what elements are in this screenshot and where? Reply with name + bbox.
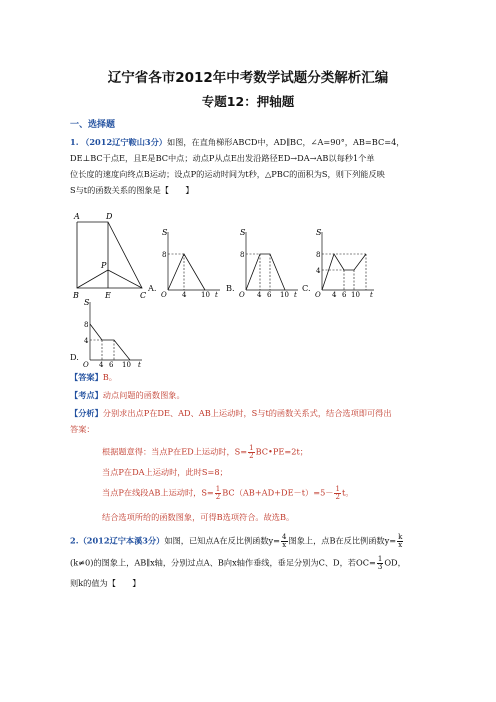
origin-label: O	[83, 361, 89, 368]
fraction-half	[248, 445, 254, 460]
frac-den: x	[282, 541, 287, 549]
frac-den: 2	[249, 452, 254, 460]
axis-t-label: t	[370, 291, 373, 298]
analysis-label: 【分析】	[70, 408, 103, 418]
axis-t-label: t	[215, 291, 218, 298]
fraction-1-over-3	[377, 556, 383, 571]
q1-line-4: S与t的函数关系的图象是【 】	[70, 185, 194, 195]
tick-6: 6	[342, 291, 347, 298]
frac-den: 3	[377, 563, 383, 571]
q2-text-a: 如图，已知点A在反比例函数y=	[164, 535, 281, 546]
graph-option-c	[314, 226, 376, 298]
segment-CP	[108, 270, 142, 288]
option-b-label: B.	[226, 283, 235, 293]
tick-8: 8	[316, 251, 321, 259]
q1-text-1: 如图，在直角梯形ABCD中，AD∥BC，∠A=90°，AB=BC=4，	[166, 137, 405, 147]
frac-den: x	[398, 541, 403, 549]
tick-10: 10	[201, 291, 210, 298]
tick-8: 8	[240, 251, 245, 259]
fraction-half	[215, 486, 221, 501]
graph-option-a	[160, 226, 222, 298]
axis-s-label: S	[316, 228, 322, 237]
section-heading: 一、选择题	[70, 120, 116, 130]
frac-num: 1	[215, 485, 221, 493]
q2-number: 2.	[70, 535, 79, 546]
option-d-label: D.	[70, 352, 79, 362]
axis-s-label: S	[84, 298, 90, 307]
tick-6: 6	[267, 291, 272, 298]
solution-step-3	[102, 486, 353, 501]
q2-line-2	[70, 556, 406, 571]
graph-option-b	[238, 226, 300, 298]
q1-source: （2012辽宁鞍山3分）	[81, 137, 167, 147]
topic-line	[70, 390, 185, 401]
tick-10: 10	[280, 291, 289, 298]
tick-10: 10	[351, 291, 360, 298]
label-D: D	[106, 212, 113, 221]
trapezoid-outline	[77, 222, 142, 288]
trapezoid-figure	[70, 210, 152, 300]
graph-line	[246, 254, 285, 290]
label-C: C	[140, 291, 147, 300]
frac-num: 1	[377, 555, 383, 563]
step1-pre: 根据题意得：当点P在ED上运动时，S=	[102, 446, 248, 457]
answer-value: B。	[102, 372, 117, 382]
step3-pre: 当点P在线段AB上运动时，S=	[102, 487, 214, 498]
page-title: 辽宁省各市2012年中考数学试题分类解析汇编	[107, 70, 389, 86]
q2-text-2b: OD，	[384, 557, 406, 568]
option-c-label: C.	[302, 283, 311, 293]
q1-line-1	[70, 137, 404, 148]
label-B: B	[73, 291, 79, 300]
label-P: P	[101, 261, 107, 270]
step3-mid: BC（AB+AD+DE－t）=5－	[222, 487, 334, 498]
page-subtitle: 专题12：押轴题	[201, 94, 295, 109]
fraction-half	[334, 486, 340, 501]
analysis-line-1	[70, 408, 392, 419]
frac-den: 2	[215, 493, 221, 501]
answer-label: 【答案】	[70, 372, 103, 382]
q1-line-2: DE⊥BC于点E，且E是BC中点；动点P从点E出发沿路径ED→DA→AB以每秒1个单	[70, 153, 375, 163]
origin-label: O	[315, 291, 321, 298]
label-A: A	[74, 212, 80, 221]
tick-4: 4	[99, 361, 104, 368]
segment-BP	[77, 270, 108, 288]
solution-step-2: 当点P在DA上运动时，此时S=8；	[102, 467, 228, 477]
fraction-k-over-x	[397, 534, 403, 549]
axis-s-label: S	[162, 228, 168, 237]
origin-label: O	[161, 291, 167, 298]
frac-num: 1	[335, 485, 340, 493]
frac-num: 1	[249, 444, 254, 452]
tick-10: 10	[122, 361, 131, 368]
analysis-text-1: 分别求出点P在DE、AD、AB上运动时，S与t的函数关系式，结合选项即可得出	[102, 408, 392, 418]
fraction-4-over-x	[281, 534, 287, 549]
origin-label: O	[239, 291, 245, 298]
solution-step-4: 结合选项所给的函数图象，可得B选项符合。故选B。	[102, 512, 295, 522]
analysis-line-2: 答案：	[70, 424, 95, 434]
axis-t-label: t	[138, 361, 141, 368]
q1-number: 1.	[70, 137, 79, 147]
q2-line-3: 则k的值为【 】	[70, 578, 141, 588]
tick-4: 4	[332, 291, 337, 298]
graph-line	[168, 254, 205, 290]
frac-num: k	[398, 533, 403, 541]
q2-text-2a: (k≠0)的图象上，AB∥x轴，分别过点A、B向x轴作垂线，垂足分别为C、D，若OC=	[70, 557, 376, 568]
q2-text-b: 图象上，点B在反比例函数y=	[288, 535, 397, 546]
q2-line-1	[70, 534, 404, 549]
step3-post: t。	[341, 487, 354, 498]
solution-step-1	[102, 445, 308, 460]
frac-num: 4	[282, 533, 287, 541]
graph-option-d	[82, 296, 144, 368]
tick-y4: 4	[316, 267, 321, 275]
topic-label: 【考点】	[70, 390, 103, 400]
tick-6: 6	[109, 361, 114, 368]
tick-8: 8	[162, 251, 167, 259]
answer-line	[70, 372, 117, 383]
graph-line	[90, 324, 130, 360]
tick-4: 4	[182, 291, 187, 298]
q2-source: （2012辽宁本溪3分）	[78, 535, 165, 546]
axis-t-label: t	[294, 291, 297, 298]
topic-value: 动点问题的函数图象。	[102, 390, 185, 400]
frac-den: 2	[335, 493, 340, 501]
tick-y4: 4	[84, 337, 89, 345]
label-E: E	[105, 291, 111, 300]
q1-line-3: 位长度的速度向终点B运动；设点P的运动时间为t秒，△PBC的面积为S，则下列能反映	[70, 169, 385, 179]
tick-4: 4	[257, 291, 262, 298]
step1-post: BC•PE=2t；	[255, 446, 308, 457]
axis-s-label: S	[240, 228, 246, 237]
tick-8: 8	[84, 321, 89, 329]
option-a-label: A.	[148, 283, 157, 293]
